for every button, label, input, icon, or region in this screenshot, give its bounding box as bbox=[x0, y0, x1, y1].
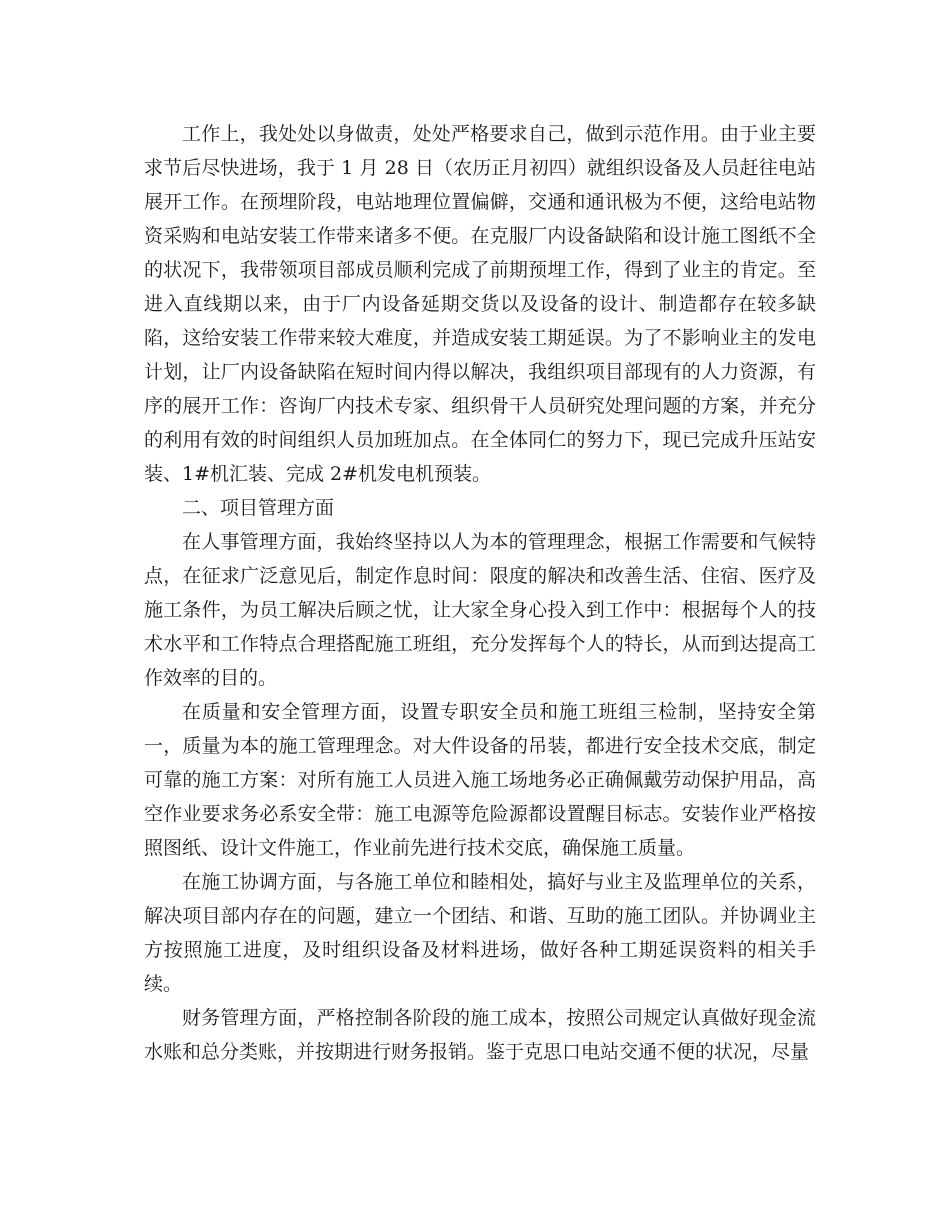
paragraph-construction-coordination: 在施工协调方面，与各施工单位和睦相处，搞好与业主及监理单位的关系，解决项目部内存在的问题，建立一个团结、和谐、互助的施工团队。并协调业主方按照施工进度，及时组织设备及材料进场，做好各种工期延误资料的相关手续。 bbox=[144, 871, 816, 995]
section-heading-project-management: 二、项目管理方面 bbox=[182, 497, 335, 519]
paragraph-work-overview: 工作上，我处处以身做责，处处严格要求自己，做到示范作用。由于业主要求节后尽快进场，我于 1 月 28 日（农历正月初四）就组织设备及人员赶往电站展开工作。在预埋阶段，电站地理位置偏僻，交通和通讯极为不便，这给电站物资采购和电站安装工作带来诸多不便。在克服厂内设备缺陷和设计施工图纸不全的状况下，我带领项目部成员顺利完成了前期预埋工作，得到了业主的肯定。至进入直线期以来，由于厂内设备延期交货以及设备的设计、制造都存在较多缺陷，这给安装工作带来较大难度，并造成安装工期延误。为了不影响业主的发电计划，让厂内设备缺陷在短时间内得以解决，我组织项目部现有的人力资源，有序的展开工作：咨询厂内技术专家、组织骨干人员研究处理问题的方案，并充分的利用有效的时间组织人员加班加点。在全体同仁的努力下，现已完成升压站安装、1#机汇装、完成 2#机发电机预装。 bbox=[144, 123, 816, 485]
paragraph-financial-management: 财务管理方面，严格控制各阶段的施工成本，按照公司规定认真做好现金流水账和总分类账，并按期进行财务报销。鉴于克思口电站交通不便的状况，尽量 bbox=[144, 1007, 816, 1063]
paragraph-personnel-management: 在人事管理方面，我始终坚持以人为本的管理理念，根据工作需要和气候特点，在征求广泛意见后，制定作息时间：限度的解决和改善生活、住宿、医疗及施工条件，为员工解决后顾之忧，让大家全身心投入到工作中：根据每个人的技术水平和工作特点合理搭配施工班组，充分发挥每个人的特长，从而到达提高工作效率的目的。 bbox=[144, 531, 816, 689]
paragraph-quality-safety-management: 在质量和安全管理方面，设置专职安全员和施工班组三检制，坚持安全第一，质量为本的施工管理理念。对大件设备的吊装，都进行安全技术交底，制定可靠的施工方案：对所有施工人员进入施工场地务必正确佩戴劳动保护用品，高空作业要求务必系安全带：施工电源等危险源都设置醒目标志。安装作业严格按照图纸、设计文件施工，作业前先进行技术交底，确保施工质量。 bbox=[144, 701, 816, 859]
document-body bbox=[144, 117, 816, 1069]
